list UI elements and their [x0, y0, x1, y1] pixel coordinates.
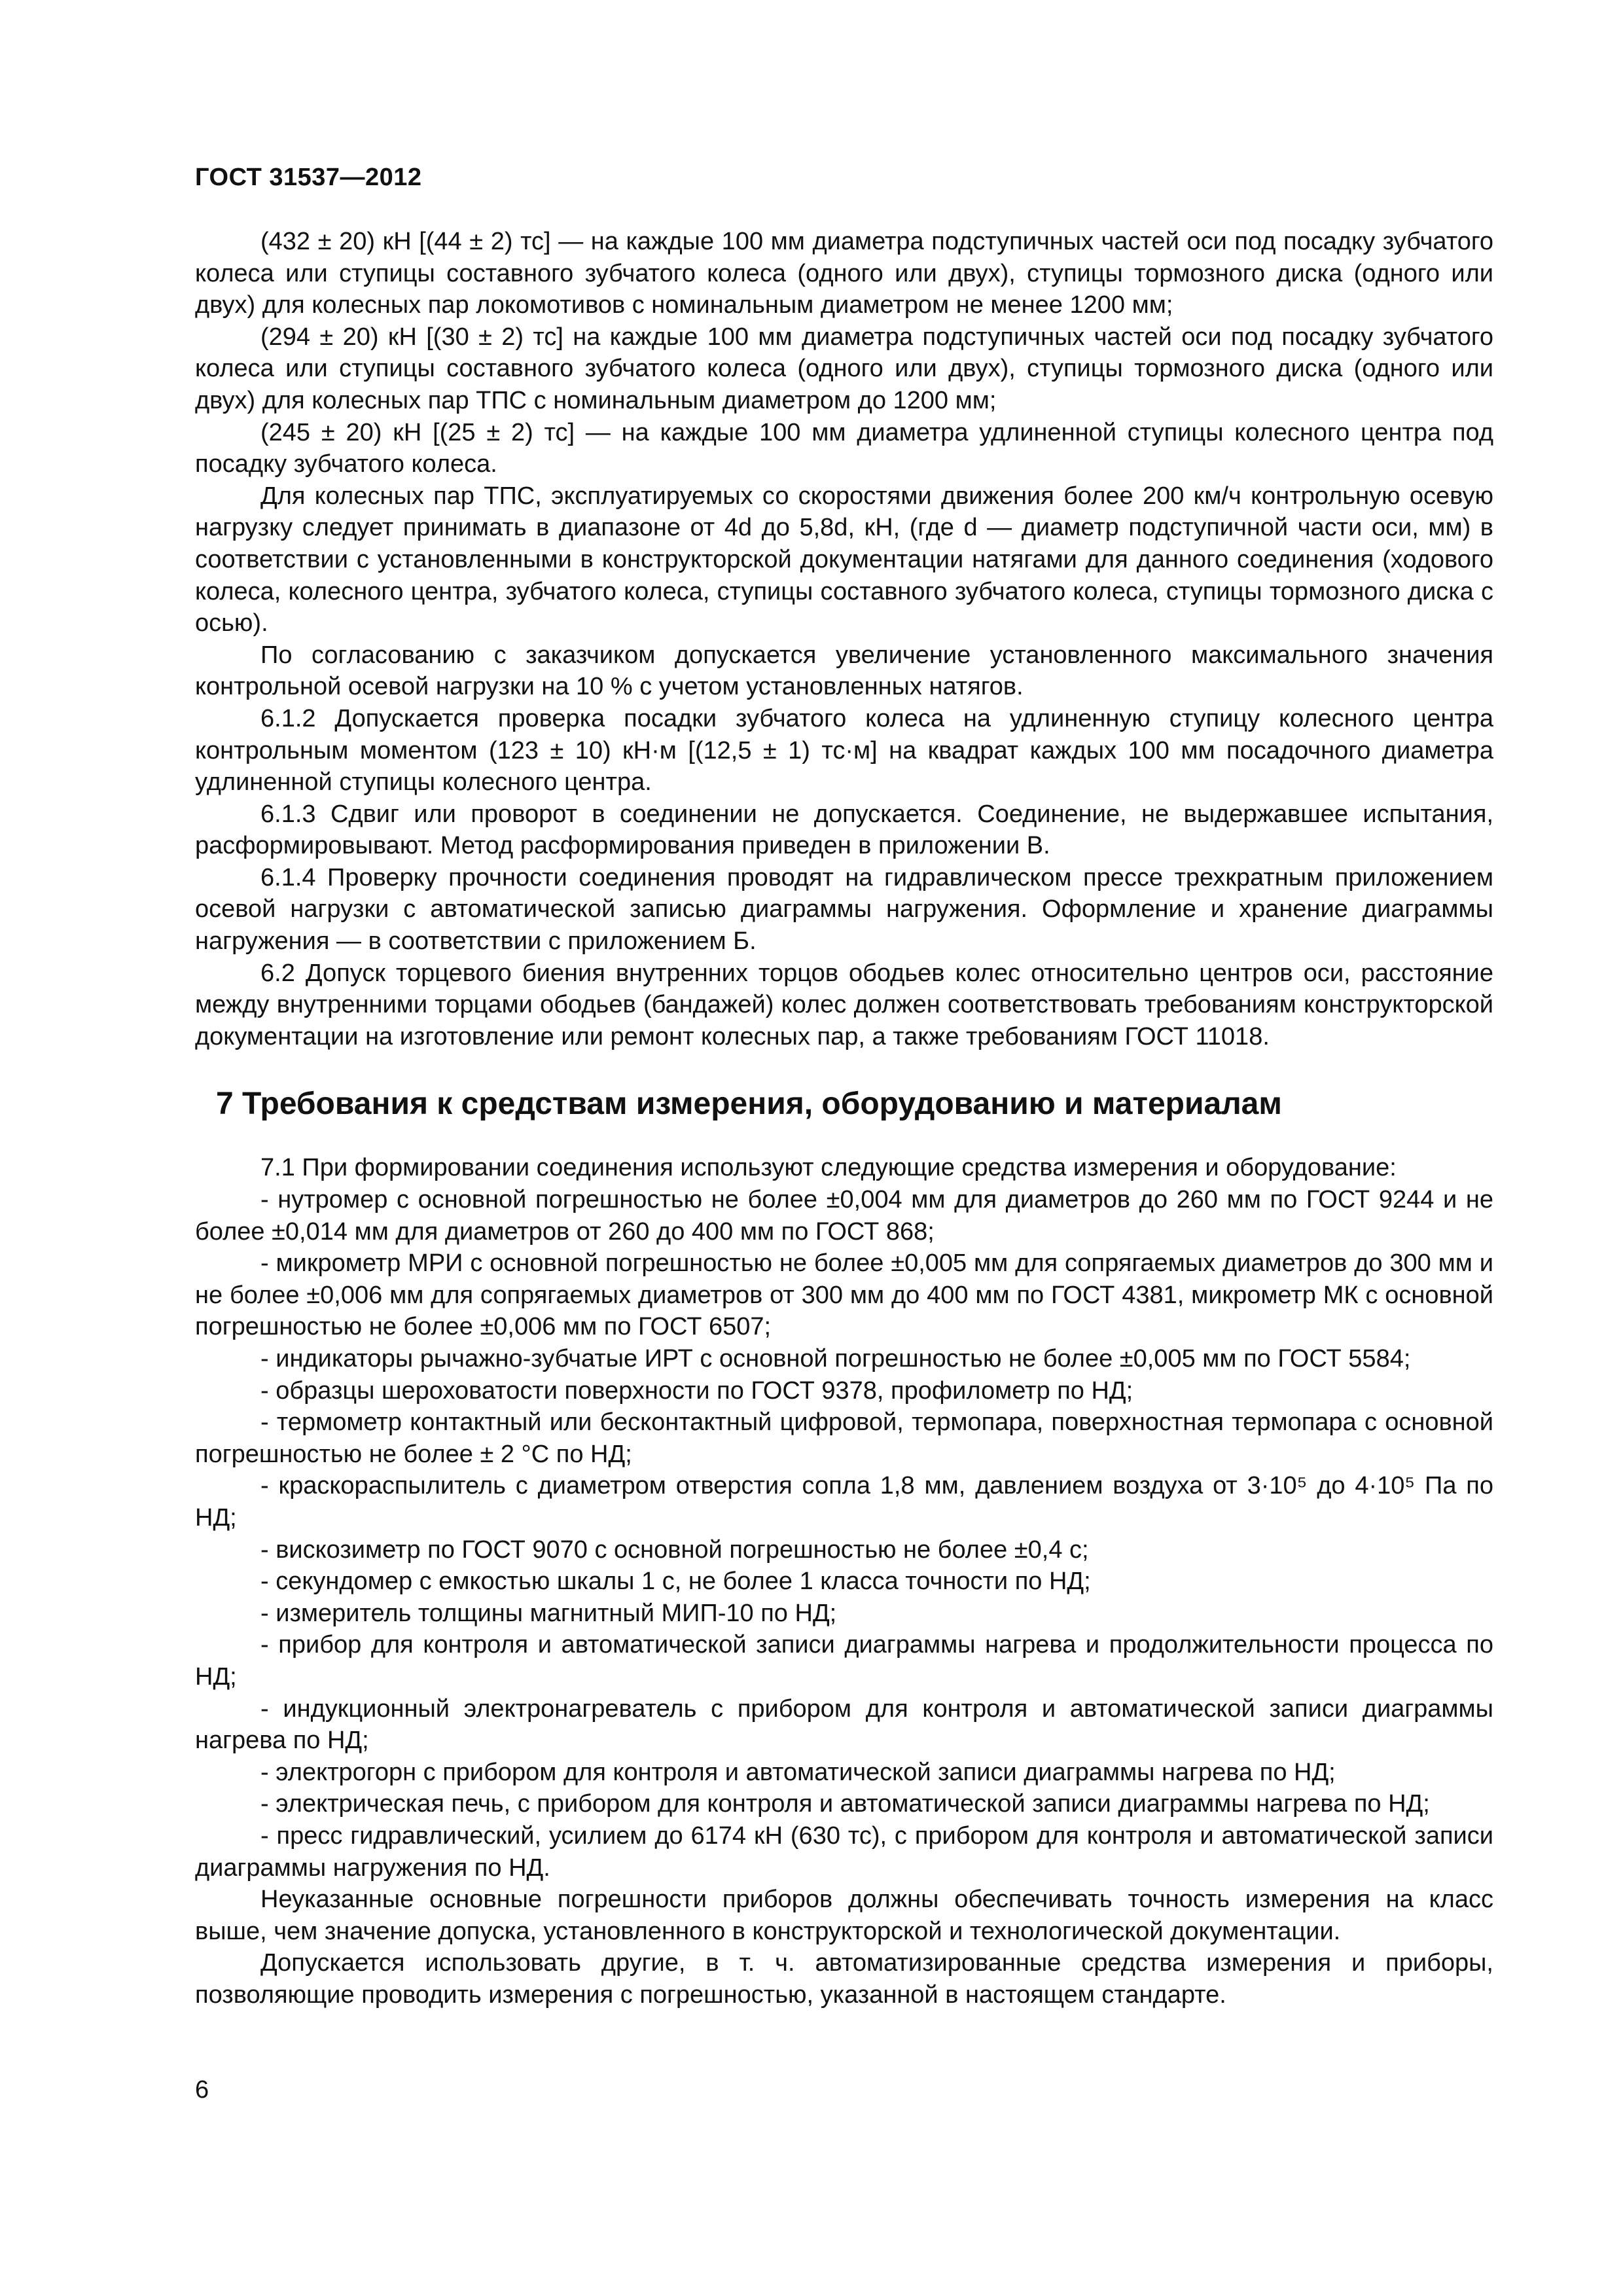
paragraph: Неуказанные основные погрешности приборов должны обеспечивать точность измерения на класс выше, чем значение допуска, установленного в конструкторской и технологической документации.	[195, 1886, 1493, 1945]
document-header: ГОСТ 31537—2012	[195, 164, 422, 191]
list-item: - вискозиметр по ГОСТ 9070 с основной погрешностью не более ±0,4 с;	[260, 1535, 1089, 1564]
list-item: - микрометр МРИ с основной погрешностью не более ±0,005 мм для сопрягаемых диаметров до 300 мм и не более ±0,006 мм для сопрягаемых диаметров от 300 мм до 400 мм по ГОСТ 4381, микрометр МК с основной погрешностью не более ±0,006 мм по ГОСТ 6507;	[195, 1249, 1493, 1341]
paragraph-6-2: 6.2 Допуск торцевого биения внутренних торцов ободьев колес относительно центров оси, расстояние между внутренними торцами ободьев (бандажей) колес должен соответствовать требованиям конструкторской документации на изготовление или ремонт колесных пар, а также требованиям ГОСТ 11018.	[195, 959, 1493, 1050]
paragraph: Допускается использовать другие, в т. ч. автоматизированные средства измерения и приборы, позволяющие проводить измерения с погрешностью, указанной в настоящем стандарте.	[195, 1949, 1493, 2009]
list-item: - краскораспылитель с диаметром отверстия сопла 1,8 мм, давлением воздуха от 3·10⁵ до 4·10⁵ Па по НД;	[195, 1472, 1493, 1532]
list-item: - нутромер с основной погрешностью не более ±0,004 мм для диаметров до 260 мм по ГОСТ 9244 и не более ±0,014 мм для диаметров от 260 до 400 мм по ГОСТ 868;	[195, 1186, 1493, 1246]
paragraph: По согласованию с заказчиком допускается увеличение установленного максимального значения контрольной осевой нагрузки на 10 % с учетом установленных натягов.	[195, 641, 1493, 701]
section-7-heading: 7 Требования к средствам измерения, оборудованию и материалам	[216, 1086, 1282, 1122]
list-item: - индукционный электронагреватель с прибором для контроля и автоматической записи диаграммы нагрева по НД;	[195, 1695, 1493, 1755]
list-item: - электрическая печь, с прибором для контроля и автоматической записи диаграммы нагрева по НД;	[260, 1790, 1430, 1818]
list-item: - термометр контактный или бесконтактный цифровой, термопара, поверхностная термопара с основной погрешностью не более ± 2 °С по НД;	[195, 1408, 1493, 1468]
paragraph: Для колесных пар ТПС, эксплуатируемых со скоростями движения более 200 км/ч контрольную осевую нагрузку следует принимать в диапазоне от 4d до 5,8d, кН, (где d — диаметр подступичной части оси, мм) в соответствии с установленными в конструкторской документации натягами для данного соединения (ходового колеса, колесного центра, зубчатого колеса, ступицы составного зубчатого колеса, ступицы тормозного диска с осью).	[195, 482, 1493, 637]
paragraph: (432 ± 20) кН [(44 ± 2) тс] — на каждые 100 мм диаметра подступичных частей оси под посадку зубчатого колеса или ступицы составного зубчатого колеса (одного или двух), ступицы тормозного диска (одного или двух) для колесных пар локомотивов с номинальным диаметром не менее 1200 мм;	[195, 228, 1493, 319]
page-number: 6	[195, 2076, 209, 2104]
paragraph: (294 ± 20) кН [(30 ± 2) тс] на каждые 100 мм диаметра подступичных частей оси под посадку зубчатого колеса или ступицы составного зубчатого колеса (одного или двух), ступицы тормозного диска (одного или двух) для колесных пар ТПС с номинальным диаметром до 1200 мм;	[195, 323, 1493, 414]
paragraph-6-1-3: 6.1.3 Сдвиг или проворот в соединении не допускается. Соединение, не выдержавшее испытания, расформировывают. Метод расформирования приведен в приложении В.	[195, 800, 1493, 860]
list-item: - измеритель толщины магнитный МИП-10 по НД;	[260, 1599, 837, 1627]
list-item: - электрогорн с прибором для контроля и автоматической записи диаграммы нагрева по НД;	[260, 1758, 1336, 1786]
list-item: - секундомер с емкостью шкалы 1 с, не более 1 класса точности по НД;	[260, 1568, 1091, 1596]
list-item: - пресс гидравлический, усилием до 6174 кН (630 тс), с прибором для контроля и автоматической записи диаграммы нагружения по НД.	[195, 1821, 1493, 1882]
paragraph-7-1: 7.1 При формировании соединения используют следующие средства измерения и оборудование:	[260, 1154, 1397, 1182]
list-item: - прибор для контроля и автоматической записи диаграммы нагрева и продолжительности процесса по НД;	[195, 1631, 1493, 1691]
paragraph-6-1-2: 6.1.2 Допускается проверка посадки зубчатого колеса на удлиненную ступицу колесного центра контрольным моментом (123 ± 10) кН·м [(12,5 ± 1) тс·м] на квадрат каждых 100 мм посадочного диаметра удлиненной ступицы колесного центра.	[195, 704, 1493, 797]
list-item: - образцы шероховатости поверхности по ГОСТ 9378, профилометр по НД;	[260, 1376, 1133, 1405]
paragraph-6-1-4: 6.1.4 Проверку прочности соединения проводят на гидравлическом прессе трехкратным приложением осевой нагрузки с автоматической записью диаграммы нагружения. Оформление и хранение диаграммы нагружения — в соответствии с приложением Б.	[195, 863, 1493, 956]
list-item: - индикаторы рычажно-зубчатые ИРТ с основной погрешностью не более ±0,005 мм по ГОСТ 5584;	[260, 1345, 1411, 1372]
paragraph: (245 ± 20) кН [(25 ± 2) тс] — на каждые 100 мм диаметра удлиненной ступицы колесного центра под посадку зубчатого колеса.	[195, 418, 1493, 478]
document-body	[195, 226, 1493, 2011]
